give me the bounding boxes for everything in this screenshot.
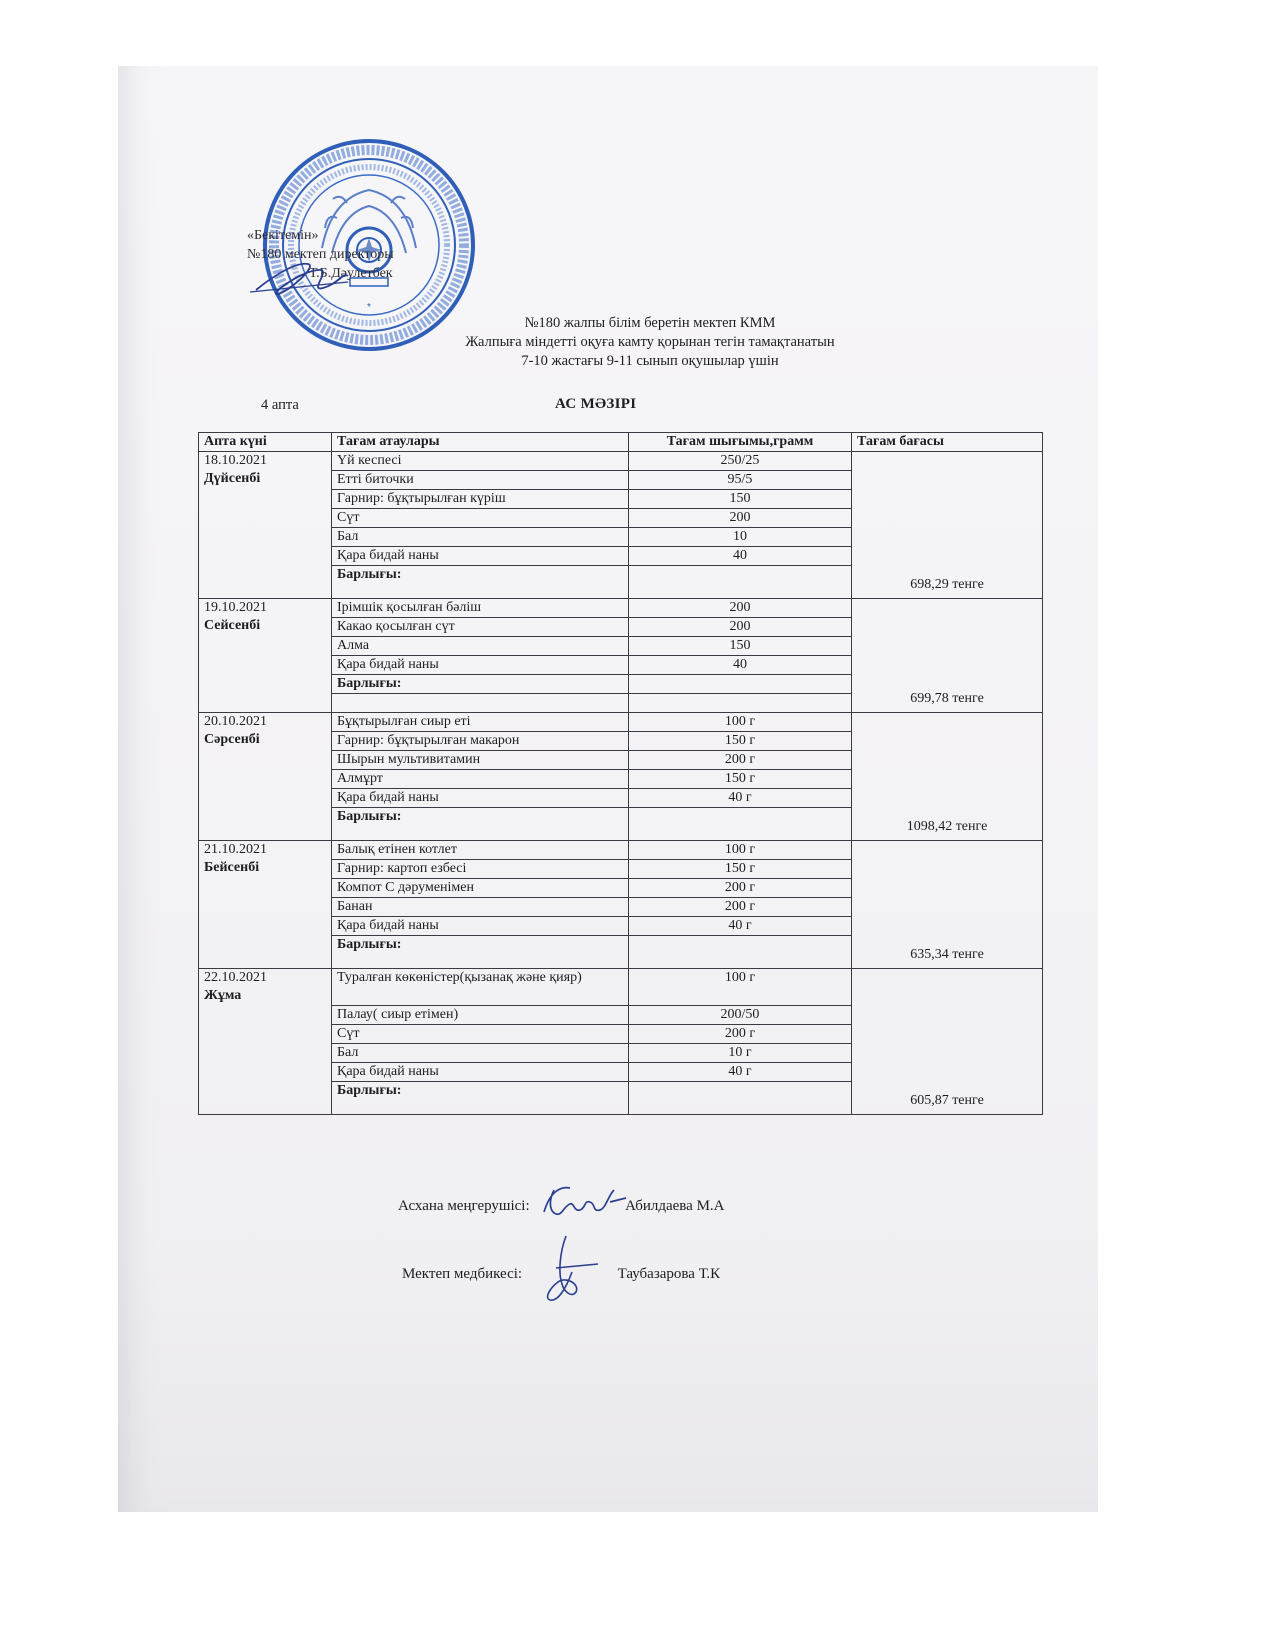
day-date: 18.10.2021	[204, 453, 267, 468]
total-label: Барлығы:	[332, 1082, 629, 1115]
dish-yield: 150 г	[629, 770, 852, 789]
day-cell	[199, 713, 332, 841]
total-yield	[629, 566, 852, 599]
dish-name: Қара бидай наны	[332, 789, 629, 808]
dish-name: Балық етінен котлет	[332, 841, 629, 860]
table-header-row	[199, 433, 1043, 452]
total-label: Барлығы:	[332, 566, 629, 599]
dish-name: Қара бидай наны	[332, 1063, 629, 1082]
week-label: 4 апта	[261, 397, 299, 413]
dish-name: Компот С дәруменімен	[332, 879, 629, 898]
table-row	[199, 841, 1043, 860]
table-row	[199, 969, 1043, 1006]
day-date: 19.10.2021	[204, 600, 267, 615]
dish-yield: 200	[629, 599, 852, 618]
blank-cell	[629, 694, 852, 713]
total-yield	[629, 675, 852, 694]
day-price: 698,29 тенге	[852, 452, 1043, 599]
dish-name: Қара бидай наны	[332, 656, 629, 675]
day-date: 21.10.2021	[204, 842, 267, 857]
day-cell	[199, 599, 332, 713]
day-price: 635,34 тенге	[852, 841, 1043, 969]
approval-position: №180 мектеп директоры	[247, 247, 394, 262]
document-heading	[400, 314, 900, 371]
school-nurse-label: Мектеп медбикесі:	[402, 1266, 523, 1282]
total-yield	[629, 808, 852, 841]
menu-table	[198, 432, 1043, 1115]
dish-name: Какао қосылған сүт	[332, 618, 629, 637]
dish-yield: 100 г	[629, 713, 852, 732]
day-price: 1098,42 тенге	[852, 713, 1043, 841]
dish-name: Туралған көкөністер(қызанақ және қияр)	[332, 969, 629, 1006]
table-row	[199, 452, 1043, 471]
day-cell	[199, 969, 332, 1115]
table-row	[199, 599, 1043, 618]
column-header-yield: Тағам шығымы,грамм	[629, 433, 852, 452]
dish-yield: 100 г	[629, 841, 852, 860]
dish-yield: 40 г	[629, 1063, 852, 1082]
dish-name: Алма	[332, 637, 629, 656]
day-price: 605,87 тенге	[852, 969, 1043, 1115]
dish-yield: 10 г	[629, 1044, 852, 1063]
dish-name: Қара бидай наны	[332, 547, 629, 566]
svg-text:*: *	[367, 302, 371, 313]
day-date: 20.10.2021	[204, 714, 267, 729]
total-yield	[629, 936, 852, 969]
dish-yield: 10	[629, 528, 852, 547]
school-name: №180 жалпы білім беретін мектеп КММ	[524, 315, 776, 331]
dish-yield: 150	[629, 637, 852, 656]
dish-yield: 150	[629, 490, 852, 509]
day-weekday: Сәрсенбі	[204, 732, 260, 747]
canteen-manager-signature	[540, 1182, 630, 1220]
dish-yield: 250/25	[629, 452, 852, 471]
dish-name: Сүт	[332, 509, 629, 528]
day-weekday: Дүйсенбі	[204, 471, 261, 486]
menu-title: АС МӘЗІРІ	[555, 396, 637, 412]
total-label: Барлығы:	[332, 675, 629, 694]
director-name: Т.Б.Дәулетбек	[309, 266, 393, 281]
dish-yield: 200 г	[629, 751, 852, 770]
canteen-manager-label: Асхана меңгерушісі:	[398, 1198, 530, 1214]
dish-yield: 100 г	[629, 969, 852, 1006]
dish-yield: 200 г	[629, 879, 852, 898]
dish-name: Банан	[332, 898, 629, 917]
dish-yield: 40	[629, 656, 852, 675]
heading-audience: 7-10 жастағы 9-11 сынып оқушылар үшін	[521, 353, 779, 369]
dish-yield: 40	[629, 547, 852, 566]
heading-subtitle: Жалпыға міндетті оқуға камту қорынан тегін тамақтанатын	[465, 334, 835, 350]
column-header-day: Апта күні	[199, 433, 332, 452]
dish-yield: 40 г	[629, 789, 852, 808]
dish-name: Бал	[332, 528, 629, 547]
dish-name: Гарнир: бұқтырылған күріш	[332, 490, 629, 509]
dish-yield: 95/5	[629, 471, 852, 490]
dish-name: Алмұрт	[332, 770, 629, 789]
dish-name: Бұқтырылған сиыр еті	[332, 713, 629, 732]
dish-name: Шырын мультивитамин	[332, 751, 629, 770]
day-price: 699,78 тенге	[852, 599, 1043, 713]
day-cell	[199, 452, 332, 599]
canteen-manager-name: Абилдаева М.А	[625, 1198, 725, 1214]
dish-yield: 150 г	[629, 732, 852, 751]
column-header-dish: Тағам атаулары	[332, 433, 629, 452]
school-nurse-name: Таубазарова Т.К	[617, 1266, 721, 1282]
total-label: Барлығы:	[332, 936, 629, 969]
table-row	[199, 713, 1043, 732]
day-weekday: Сейсенбі	[204, 618, 261, 633]
dish-name: Палау( сиыр етімен)	[332, 1006, 629, 1025]
dish-yield: 200	[629, 509, 852, 528]
dish-name: Үй кеспесі	[332, 452, 629, 471]
dish-yield: 200 г	[629, 898, 852, 917]
day-weekday: Бейсенбі	[204, 860, 260, 875]
dish-yield: 200	[629, 618, 852, 637]
dish-yield: 200 г	[629, 1025, 852, 1044]
dish-name: Гарнир: бұқтырылған макарон	[332, 732, 629, 751]
total-label: Барлығы:	[332, 808, 629, 841]
total-yield	[629, 1082, 852, 1115]
director-signature	[248, 252, 358, 302]
dish-name: Ірімшік қосылған бәліш	[332, 599, 629, 618]
dish-yield: 200/50	[629, 1006, 852, 1025]
dish-yield: 40 г	[629, 917, 852, 936]
dish-name: Етті биточки	[332, 471, 629, 490]
dish-name: Қара бидай наны	[332, 917, 629, 936]
dish-name: Бал	[332, 1044, 629, 1063]
column-header-price: Тағам бағасы	[852, 433, 1043, 452]
day-cell	[199, 841, 332, 969]
dish-name: Гарнир: картоп езбесі	[332, 860, 629, 879]
school-nurse-signature	[536, 1232, 606, 1304]
approval-line: «Бекітемін»	[247, 228, 319, 243]
day-weekday: Жұма	[204, 988, 242, 1003]
dish-name: Сүт	[332, 1025, 629, 1044]
blank-cell	[332, 694, 629, 713]
day-date: 22.10.2021	[204, 970, 267, 985]
dish-yield: 150 г	[629, 860, 852, 879]
